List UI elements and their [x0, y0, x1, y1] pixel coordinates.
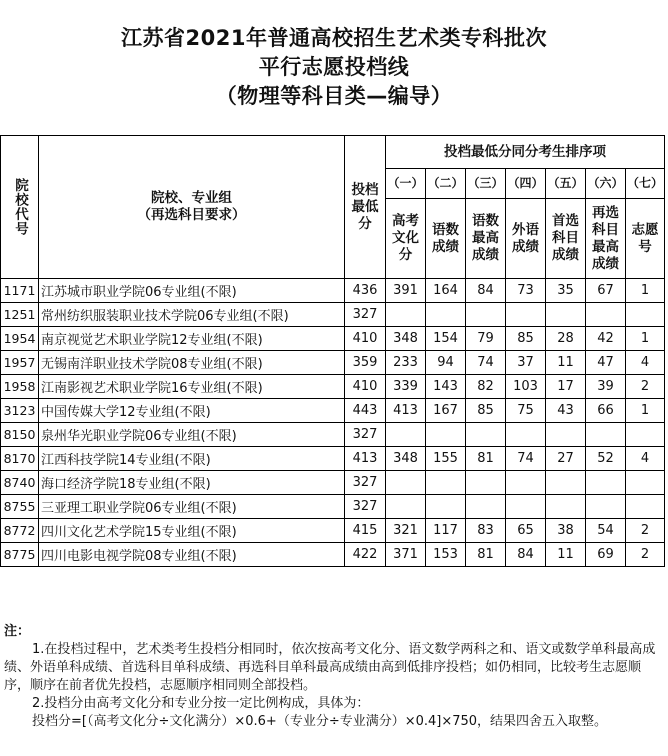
header-col-num: （六） — [586, 169, 626, 199]
score-cell: 69 — [586, 543, 626, 567]
title-block — [0, 24, 668, 111]
school-group-cell: 四川电影电视学院08专业组(不限) — [39, 543, 345, 567]
score-cell — [546, 423, 586, 447]
header-col-label: 再选科目最高成绩 — [586, 199, 626, 279]
score-cell: 436 — [345, 279, 386, 303]
school-group-cell: 海口经济学院18专业组(不限) — [39, 471, 345, 495]
score-cell: 84 — [466, 279, 506, 303]
score-cell: 348 — [386, 327, 426, 351]
table-row — [1, 303, 665, 327]
score-cell: 38 — [546, 519, 586, 543]
score-cell: 27 — [546, 447, 586, 471]
score-cell: 167 — [426, 399, 466, 423]
header-col-label: 外语成绩 — [506, 199, 546, 279]
score-cell: 2 — [626, 543, 665, 567]
school-code-cell: 8150 — [1, 423, 39, 447]
score-cell: 1 — [626, 327, 665, 351]
score-cell — [586, 471, 626, 495]
score-cell — [506, 495, 546, 519]
score-cell: 83 — [466, 519, 506, 543]
score-cell: 79 — [466, 327, 506, 351]
header-col-label: 首选科目成绩 — [546, 199, 586, 279]
header-col-num: （四） — [506, 169, 546, 199]
header-min-score: 投档最低分 — [345, 136, 386, 279]
page-title: 江苏省2021年普通高校招生艺术类专科批次 — [121, 26, 547, 50]
score-cell — [386, 423, 426, 447]
score-cell — [506, 423, 546, 447]
school-group-cell: 三亚理工职业学院06专业组(不限) — [39, 495, 345, 519]
table-row — [1, 495, 665, 519]
score-cell — [386, 303, 426, 327]
header-col-label: 语数最高成绩 — [466, 199, 506, 279]
score-cell — [586, 303, 626, 327]
score-cell: 65 — [506, 519, 546, 543]
note-formula: 投档分=[（高考文化分÷文化满分）×0.6+（专业分÷专业满分）×0.4]×750，结果四舍五入取整。 — [32, 714, 608, 729]
table-row — [1, 351, 665, 375]
school-group-cell: 江西科技学院14专业组(不限) — [39, 447, 345, 471]
score-cell — [506, 303, 546, 327]
score-cell: 391 — [386, 279, 426, 303]
score-cell — [386, 471, 426, 495]
school-group-cell: 南京视觉艺术职业学院12专业组(不限) — [39, 327, 345, 351]
score-cell — [546, 303, 586, 327]
score-cell — [386, 495, 426, 519]
school-group-cell: 中国传媒大学12专业组(不限) — [39, 399, 345, 423]
score-cell: 35 — [546, 279, 586, 303]
score-cell: 74 — [506, 447, 546, 471]
score-cell: 153 — [426, 543, 466, 567]
score-cell: 443 — [345, 399, 386, 423]
table-row — [1, 447, 665, 471]
score-cell: 81 — [466, 447, 506, 471]
score-cell: 54 — [586, 519, 626, 543]
score-cell: 413 — [386, 399, 426, 423]
score-cell: 371 — [386, 543, 426, 567]
score-cell: 103 — [506, 375, 546, 399]
admission-score-table — [0, 135, 665, 567]
score-cell: 413 — [345, 447, 386, 471]
score-cell: 422 — [345, 543, 386, 567]
header-col-num: （一） — [386, 169, 426, 199]
score-cell: 164 — [426, 279, 466, 303]
score-cell: 4 — [626, 351, 665, 375]
header-school: 院校、专业组 （再选科目要求） — [39, 136, 345, 279]
school-code-cell: 1958 — [1, 375, 39, 399]
score-cell — [626, 495, 665, 519]
notes — [4, 623, 664, 731]
table-row — [1, 327, 665, 351]
table-row — [1, 543, 665, 567]
school-code-cell: 8775 — [1, 543, 39, 567]
score-cell: 66 — [586, 399, 626, 423]
page-subtitle: 平行志愿投档线 — [258, 55, 410, 79]
score-cell: 11 — [546, 351, 586, 375]
school-code-cell: 1954 — [1, 327, 39, 351]
note-2: 2.投档分由高考文化分和专业分按一定比例构成，具体为： — [32, 696, 370, 711]
score-cell — [546, 471, 586, 495]
score-cell: 17 — [546, 375, 586, 399]
school-code-cell: 8755 — [1, 495, 39, 519]
score-cell: 85 — [466, 399, 506, 423]
table-row — [1, 375, 665, 399]
table-row — [1, 471, 665, 495]
score-cell: 415 — [345, 519, 386, 543]
score-cell: 410 — [345, 327, 386, 351]
score-cell: 4 — [626, 447, 665, 471]
school-code-cell: 1957 — [1, 351, 39, 375]
score-cell: 327 — [345, 471, 386, 495]
score-cell — [586, 495, 626, 519]
header-tiebreak-group: 投档最低分同分考生排序项 — [386, 136, 665, 169]
score-cell: 1 — [626, 399, 665, 423]
score-cell: 81 — [466, 543, 506, 567]
score-cell: 94 — [426, 351, 466, 375]
school-group-cell: 泉州华光职业学院06专业组(不限) — [39, 423, 345, 447]
school-code-cell: 8772 — [1, 519, 39, 543]
score-cell: 82 — [466, 375, 506, 399]
score-cell: 117 — [426, 519, 466, 543]
header-col-label: 语数成绩 — [426, 199, 466, 279]
score-cell: 37 — [506, 351, 546, 375]
school-group-cell: 常州纺织服装职业技术学院06专业组(不限) — [39, 303, 345, 327]
table-row — [1, 279, 665, 303]
school-code-cell: 3123 — [1, 399, 39, 423]
score-cell: 84 — [506, 543, 546, 567]
header-col-num: （二） — [426, 169, 466, 199]
score-cell: 67 — [586, 279, 626, 303]
score-cell: 75 — [506, 399, 546, 423]
table-row — [1, 399, 665, 423]
school-group-cell: 无锡南洋职业技术学院08专业组(不限) — [39, 351, 345, 375]
score-cell: 348 — [386, 447, 426, 471]
note-1: 1.在投档过程中，艺术类考生投档分相同时，依次按高考文化分、语文数学两科之和、语文或数学单科最高成绩、外语单科成绩、首选科目单科成绩、再选科目单科最高成绩由高到低排序投档；如仍相同，比较考生志愿顺序，顺序在前者优先投档，志愿顺序相同则全部投档。 — [4, 642, 656, 693]
score-cell — [626, 471, 665, 495]
score-cell: 74 — [466, 351, 506, 375]
score-cell: 155 — [426, 447, 466, 471]
score-cell: 73 — [506, 279, 546, 303]
school-code-cell: 8170 — [1, 447, 39, 471]
score-cell: 28 — [546, 327, 586, 351]
score-cell: 327 — [345, 303, 386, 327]
score-cell: 327 — [345, 495, 386, 519]
table-row — [1, 519, 665, 543]
score-cell — [466, 423, 506, 447]
school-code-cell: 1251 — [1, 303, 39, 327]
score-cell: 11 — [546, 543, 586, 567]
score-cell — [546, 495, 586, 519]
score-cell: 42 — [586, 327, 626, 351]
score-cell: 2 — [626, 375, 665, 399]
header-col-num: （三） — [466, 169, 506, 199]
score-cell: 143 — [426, 375, 466, 399]
page-category: （物理等科目类—编导） — [215, 84, 453, 108]
header-col-num: （五） — [546, 169, 586, 199]
score-cell: 43 — [546, 399, 586, 423]
score-cell — [426, 471, 466, 495]
score-cell: 52 — [586, 447, 626, 471]
school-group-cell: 四川文化艺术学院15专业组(不限) — [39, 519, 345, 543]
header-col-label: 高考文化分 — [386, 199, 426, 279]
school-code-cell: 8740 — [1, 471, 39, 495]
score-cell: 39 — [586, 375, 626, 399]
table-row — [1, 423, 665, 447]
score-cell: 154 — [426, 327, 466, 351]
school-code-cell: 1171 — [1, 279, 39, 303]
score-cell: 327 — [345, 423, 386, 447]
score-cell — [426, 423, 466, 447]
score-cell — [626, 303, 665, 327]
score-cell: 321 — [386, 519, 426, 543]
score-cell — [506, 471, 546, 495]
score-cell — [466, 471, 506, 495]
score-cell — [466, 495, 506, 519]
score-cell: 410 — [345, 375, 386, 399]
school-group-cell: 江苏城市职业学院06专业组(不限) — [39, 279, 345, 303]
score-cell — [466, 303, 506, 327]
score-cell: 1 — [626, 279, 665, 303]
score-cell: 85 — [506, 327, 546, 351]
score-cell — [426, 495, 466, 519]
score-cell: 233 — [386, 351, 426, 375]
header-col-label: 志愿号 — [626, 199, 665, 279]
notes-title: 注： — [4, 624, 31, 639]
score-cell: 339 — [386, 375, 426, 399]
score-cell: 359 — [345, 351, 386, 375]
header-code: 院校代号 — [1, 136, 39, 279]
score-cell: 47 — [586, 351, 626, 375]
score-cell — [586, 423, 626, 447]
header-col-num: （七） — [626, 169, 665, 199]
score-cell — [426, 303, 466, 327]
school-group-cell: 江南影视艺术职业学院16专业组(不限) — [39, 375, 345, 399]
score-cell: 2 — [626, 519, 665, 543]
score-cell — [626, 423, 665, 447]
